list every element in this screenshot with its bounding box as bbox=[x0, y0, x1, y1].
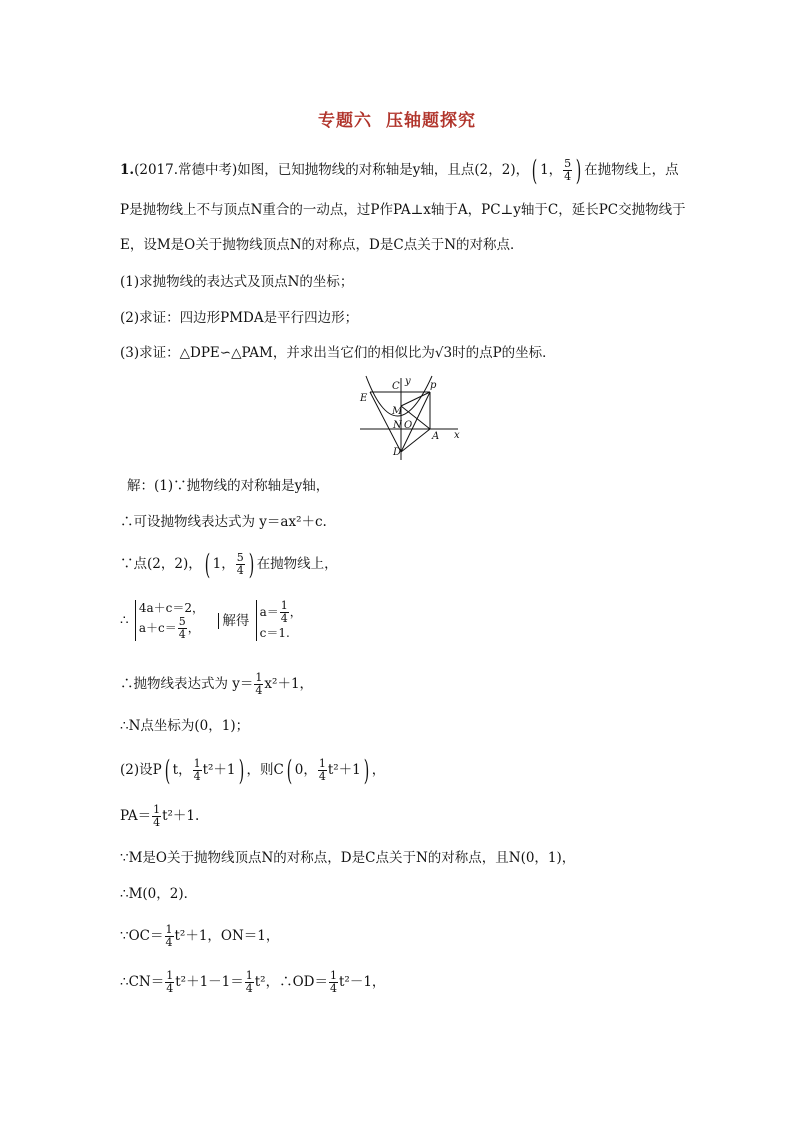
problem-line-2: P是抛物线上不与顶点N重合的一动点，过P作PA⊥x轴于A，PC⊥y轴于C，延长PC交抛物线于 bbox=[120, 202, 686, 218]
page-title bbox=[0, 106, 794, 131]
title-main: 专题六 bbox=[318, 111, 372, 131]
label-x: x bbox=[454, 430, 460, 441]
solution-line-9: ∵M是O关于抛物线顶点N的对称点，D是C点关于N的对称点，且N(0，1)， bbox=[120, 850, 576, 866]
question-2: (2)求证：四边形PMDA是平行四边形； bbox=[120, 310, 359, 326]
line-da bbox=[401, 429, 430, 452]
label-M: M bbox=[392, 406, 403, 417]
problem-line-3: E，设M是O关于抛物线顶点N的对称点，D是C点关于N的对称点． bbox=[120, 237, 524, 253]
solution-line-6: ∴N点坐标为(0，1)； bbox=[120, 718, 250, 734]
solution-line-8: PA＝ $\frac{1}{4}$ t²＋1. bbox=[120, 803, 200, 829]
problem-source: (2017.常德中考) bbox=[134, 162, 238, 178]
solution-line-1: 解：(1)∵抛物线的对称轴是y轴， bbox=[127, 478, 330, 494]
problem-line-1: 1.(2017.常德中考)如图，已知抛物线的对称轴是y轴，且点(2，2)，( 1， $\frac{5}{4}$ ) 在抛物线上，点 bbox=[120, 153, 679, 187]
question-3: (3)求证：△DPE∽△PAM，并求出当它们的相似比为√3时的点P的坐标． bbox=[120, 345, 556, 361]
solution-line-2: ∴可设抛物线表达式为 y＝ax²＋c. bbox=[120, 514, 327, 530]
solution-line-10: ∴M(0，2)． bbox=[120, 886, 198, 902]
label-O: O bbox=[404, 420, 413, 431]
problem-number: 1. bbox=[120, 162, 135, 178]
solution-line-12: ∴CN＝ $\frac{1}{4}$ t²＋1－1＝ $\frac{1}{4}$ t²，∴OD＝ $\frac{1}{4}$ t²－1， bbox=[120, 969, 386, 995]
title-sub: 压轴题探究 bbox=[386, 111, 476, 131]
question-1: (1)求抛物线的表达式及顶点N的坐标； bbox=[120, 274, 354, 290]
label-C: C bbox=[392, 381, 400, 392]
fraction: $\frac{5}{4}$ bbox=[564, 157, 572, 183]
solution-line-7: (2)设P( t， $\frac{1}{4}$ t²＋1) ，则C( 0， $\frac{1}{4}$ t²＋1) ， bbox=[120, 753, 386, 787]
equation-system: 4a＋c＝2， a＋c＝ $\frac{5}{4}$ ， bbox=[135, 600, 204, 641]
sqrt3: √3 bbox=[434, 345, 453, 361]
solution-line-11: ∵OC＝ $\frac{1}{4}$ t²＋1，ON＝1， bbox=[120, 923, 280, 949]
label-y: y bbox=[405, 376, 411, 387]
label-D: D bbox=[393, 447, 402, 458]
solution-line-4: ∴ 4a＋c＝2， a＋c＝ $\frac{5}{4}$ ， 解得 a＝ $\frac{1}{4}$ ， c＝1. bbox=[120, 599, 302, 641]
label-E: E bbox=[360, 393, 368, 404]
solution-line-5: ∴抛物线表达式为 y＝ $\frac{1}{4}$ x²＋1， bbox=[120, 671, 314, 697]
parabola-figure bbox=[358, 374, 462, 462]
solution-system: a＝ $\frac{1}{4}$ ， c＝1. bbox=[256, 600, 302, 641]
label-p: p bbox=[430, 380, 437, 391]
solution-line-3: ∵点(2，2)，( 1， $\frac{5}{4}$ ) 在抛物线上， bbox=[120, 547, 338, 581]
label-A: A bbox=[432, 431, 440, 442]
label-N: N bbox=[393, 420, 402, 431]
